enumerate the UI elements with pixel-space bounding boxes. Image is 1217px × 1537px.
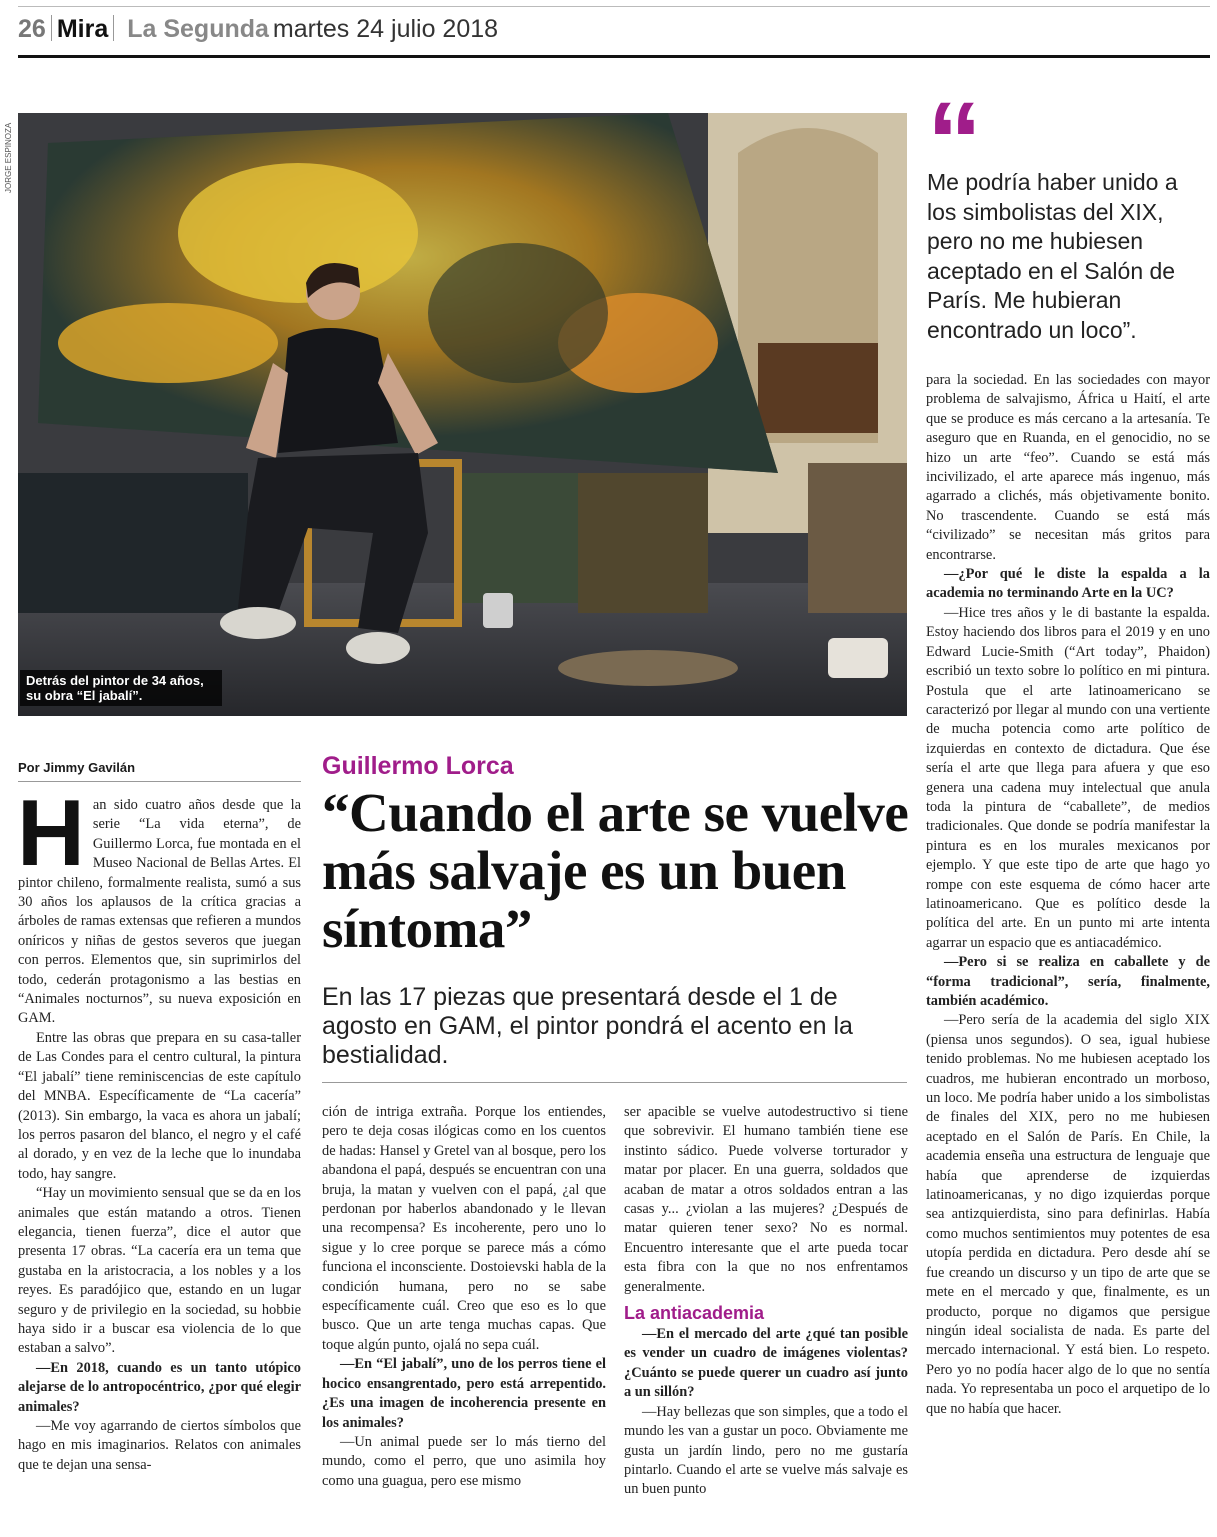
main-photo: [18, 113, 907, 716]
subhead-rule: [322, 1082, 907, 1083]
interview-question: —En el mercado del arte ¿qué tan posible es vender un cuadro de imágenes violentas? ¿Cuánto se puede querer un cuadro así junto a un sillón?: [624, 1326, 908, 1401]
header-divider: [113, 15, 114, 41]
interview-question: —Pero si se realiza en caballete y de “forma tradicional”, sería, finalmente, también académico.: [926, 954, 1210, 1009]
paragraph: ción de intriga extraña. Porque los entiendes, pero te deja cosas ilógicas como en los cuentos de hadas: Hansel y Gretel van al bosque, pero los abandona el papá, después se encuentran con una bruja, la matan y vuelven con el papá, ¿al que perdonan por haberlos abandonado y le llevan una recompensa? Es incoherente, pero uno lo sigue y lo cree porque se parece más a cómo funciona el inconsciente. Dostoievski habla de la condición humana, pero no se sabe específicamente cuál. Creo que eso es lo que busco. Que un arte tenga muchas capas. Que toque algún punto, ojalá no sepa cuál.: [322, 1104, 606, 1353]
section-heading: La antiacademia: [624, 1303, 765, 1324]
headline: “Cuando el arte se vuelve más salvaje es un buen síntoma”: [322, 782, 909, 959]
interview-question: —En 2018, cuando es un tanto utópico alejarse de lo antropocéntrico, ¿por qué elegir animales?: [18, 1359, 301, 1415]
newspaper-name: La Segunda: [127, 15, 269, 43]
paragraph: Han sido cuatro años desde que la serie “La vida eterna”, de Guillermo Lorca, fue montada en el Museo Nacional de Bellas Artes. El pintor chileno, formalmente realista, sumó a sus 30 años los aplausos de la crítica gracias a árboles de ramas extensas que refieren a mundos oníricos y niñas de gestos severos que juegan con perros. Elementos que, sin suprimirlos del todo, cederán protagonismo a las bestias en “Animales nocturnos”, su nueva exposición en GAM.: [17, 780, 301, 1027]
paragraph: Entre las obras que prepara en su casa-taller de Las Condes para el centro cultural, la pintura “El jabalí” tiene reminiscencias de este capítulo del MNBA. Específicamente de “La cacería” (2013). Sin embargo, la vaca es ahora un jabalí; los perros pasaron del blanco, el negro y el café al dorado, y en vez de la leche que lo inundaba todo, hay sangre.: [18, 1029, 301, 1182]
paragraph: —Hay bellezas que son simples, que a todo el mundo les van a gustar un poco. Obviamente me gusta un jardín lindo, pero no me gustaría pintarlo. Cuando el arte se vuelve más salvaje es un buen punto: [624, 1403, 908, 1498]
photo-credit: JORGE ESPINOZA: [4, 122, 13, 193]
paragraph: para la sociedad. En las sociedades con mayor problema de salvajismo, África u Haití, el arte que se produce es más cercano a la artesanía. Te aseguro que en Ruanda, en el genocidio, no se hizo un arte “feo”. Cuando se está más incivilizado, el arte aparece más ingenuo, más agarrado a clichés, más objetivamente bonito. No trascendente. Cuando se está más “civilizado” se necesitan más gritos para encontrarse.: [926, 372, 1210, 563]
paragraph: “Hay un movimiento sensual que se da en los animales que están matando a otros. Tienen elegancia, tienen fuerza”, dice el autor que presenta 17 obras. “La cacería era un tema que gustaba en la aristocracia, a los nobles y a los reyes. Es paradójico que, estando en un lugar seguro y de privilegio en la sociedad, su hobbie haya sido ir a buscar esa violencia de lo que estaban a salvo”.: [18, 1185, 301, 1357]
byline: Por Jimmy Gavilán: [18, 760, 301, 782]
quote-mark: “: [927, 80, 982, 203]
dropcap: H: [17, 780, 85, 885]
pull-quote-text: Me podría haber unido a los simbolistas del XIX, pero no me hubiesen aceptado en el Salón de París. Me hubieran encontrado un loco”.: [927, 169, 1178, 343]
paint-jars: [828, 638, 888, 678]
paragraph: ser apacible se vuelve autodestructivo si tiene que sobrevivir. El humano también tiene ese instinto sádico. Puede volverse torturador y matar por placer. En una guerra, soldados que acaban de matar a otros soldados entran a las casas y... ¿violan a las mujeres? ¿Después de matar quieren tener sexo? No es normal. Encuentro interesante que el arte pueda tocar esta fibra con la que no nos enfrentamos generalmente.: [624, 1104, 908, 1295]
header-divider: [51, 15, 52, 41]
article-column-4: [926, 371, 1210, 1419]
article-column-2: [322, 1103, 606, 1491]
section-name: Mira: [56, 15, 109, 43]
photo-caption: Detrás del pintor de 34 años, su obra “El jabalí”.: [20, 670, 222, 706]
article-column-1: [17, 780, 301, 1475]
article-column-3: [624, 1103, 908, 1500]
interview-question: —En “El jabalí”, uno de los perros tiene el hocico ensangrentado, pero está arrepentido. ¿Es una imagen de incoherencia presente en los animales?: [322, 1356, 606, 1431]
paragraph: —Pero sería de la academia del siglo XIX (piensa unos segundos). O sea, igual hubiese tenido problemas. No me hubiesen aceptado los cuadros, me hubieran encontrado un morboso, un loco. Me podría haber unido a los simbolistas de finales del XIX, pero no me hubiesen aceptado en el Salón de París. En Chile, la academia enseña una estructura de lenguaje que había que aprenderse de izquierdas latinoamericanas, y no digo izquierdas porque sea antizquierdista, sino para definirlas. Había como muchos sentimientos muy potentes de esa utopía perdida en dictadura. Pero desde ahí se fue creando un discurso y un tipo de arte que se mete en el mercado y que, finalmente, es un producto, porque no digamos que persigue ningún ideal socialista de nada. Es parte del mercado internacional. Y está bien. Lo respeto. Pero yo no podía hacer algo de lo que no sentía nada. Yo representaba un poco el arquetipo de lo que no había que hacer.: [926, 1012, 1210, 1417]
palette: [558, 650, 738, 686]
issue-date: martes 24 julio 2018: [272, 15, 499, 43]
page-number: 26: [18, 15, 46, 43]
header-rule: [18, 55, 1210, 58]
paragraph: —Un animal puede ser lo más tierno del mundo, como el perro, que uno asimila hoy como una guagua, pero ese mismo: [322, 1433, 606, 1489]
paragraph: —Me voy agarrando de ciertos símbolos que hago en mis imaginarios. Relatos con animales que te dejan una sensa-: [18, 1418, 301, 1473]
header-row: [18, 15, 498, 44]
interview-question: —¿Por qué le diste la espalda a la academia no terminando Arte en la UC?: [926, 566, 1210, 602]
canvas-stack: [18, 473, 248, 613]
subheadline: En las 17 piezas que presentará desde el 1 de agosto en GAM, el pintor pondrá el acento en la bestialidad.: [322, 983, 853, 1069]
page-header: [18, 6, 1210, 57]
pull-quote: [927, 80, 1212, 345]
paragraph: —Hice tres años y le di bastante la espalda. Estoy haciendo dos libros para el 2019 y en uno Edward Lucie-Smith (“Art today”, Phaidon) escribió un texto sobre lo político en mi pintura. Postula que el arte latinoamericano se caracterizó por llegar al mundo con una vertiente de mucha potencia como arte político de izquierdas en contexto de dictadura. Que ése sería el arte que llega para afuera y que eso genera una cadena muy intelectual que anula toda la pintura de “caballete”, de medios tradicionales. Que donde se podría manifestar la pintura es en los murales mexicanos por ejemplo. Y que este tipo de arte que hago yo rompe con este esquema de cómo hacer arte latinoamericano. Que es político desde la política del arte. En un punto mi arte intenta agarrar un espacio que es antiacadémico.: [926, 604, 1210, 951]
studio-scene-illustration: [18, 113, 907, 716]
kicker: Guillermo Lorca: [322, 752, 514, 780]
wooden-cabinet: [758, 343, 878, 433]
